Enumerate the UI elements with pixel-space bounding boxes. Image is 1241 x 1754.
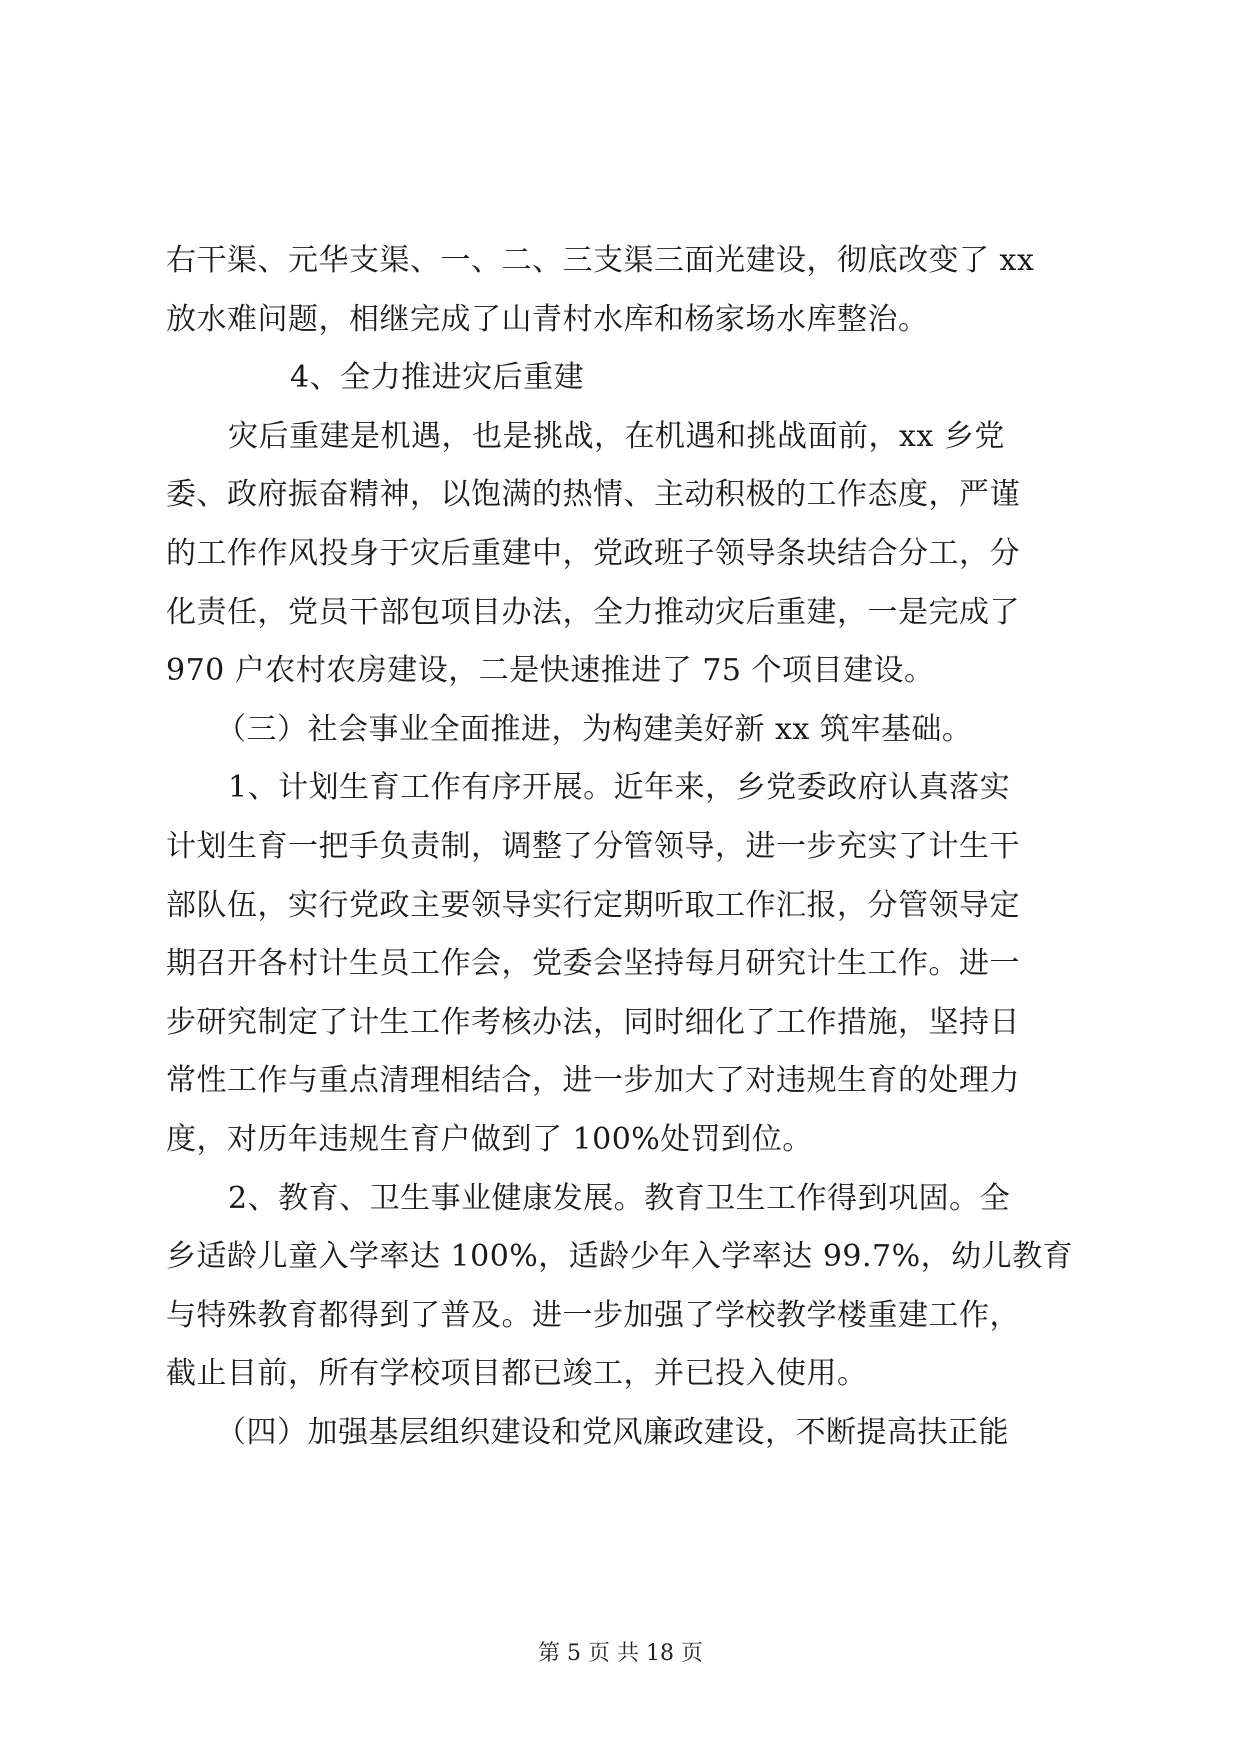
text-line: 化责任，党员干部包项目办法，全力推动灾后重建，一是完成了	[166, 594, 1020, 630]
text-line: 灾后重建是机遇，也是挑战，在机遇和挑战面前，xx 乡党	[228, 418, 1005, 454]
text-line: 度，对历年违规生育户做到了 100%处罚到位。	[166, 1121, 813, 1157]
page-number-footer: 第 5 页 共 18 页	[538, 1641, 703, 1666]
text-line: 右干渠、元华支渠、一、二、三支渠三面光建设，彻底改变了 xx	[166, 243, 1035, 278]
text-line: 放水难问题，相继完成了山青村水库和杨家场水库整治。	[166, 301, 929, 337]
section-heading: （三）社会事业全面推进，为构建美好新 xx 筑牢基础。	[216, 711, 973, 747]
section-heading: （四）加强基层组织建设和党风廉政建设，不断提高扶正能	[216, 1414, 1009, 1450]
text-line: 截止目前，所有学校项目都已竣工，并已投入使用。	[166, 1356, 868, 1392]
section-heading: 4、全力推进灾后重建	[290, 360, 585, 396]
document-body	[166, 232, 1078, 1462]
text-line: 2、教育、卫生事业健康发展。教育卫生工作得到巩固。全	[228, 1180, 1011, 1216]
text-line: 期召开各村计生员工作会，党委会坚持每月研究计生工作。进一	[166, 946, 1020, 982]
text-line: 计划生育一把手负责制，调整了分管领导，进一步充实了计生干	[166, 828, 1020, 864]
text-line: 常性工作与重点清理相结合，进一步加大了对违规生育的处理力	[166, 1063, 1020, 1099]
text-line: 1、计划生育工作有序开展。近年来，乡党委政府认真落实	[228, 770, 1011, 806]
text-line: 乡适龄儿童入学率达 100%，适龄少年入学率达 99.7%，幼儿教育	[166, 1239, 1074, 1275]
text-line: 委、政府振奋精神，以饱满的热情、主动积极的工作态度，严谨	[166, 477, 1020, 513]
text-line: 步研究制定了计生工作考核办法，同时细化了工作措施，坚持日	[166, 1004, 1020, 1040]
text-line: 部队伍，实行党政主要领导实行定期听取工作汇报，分管领导定	[166, 887, 1020, 923]
text-line: 970 户农村农房建设，二是快速推进了 75 个项目建设。	[166, 653, 935, 689]
text-line: 与特殊教育都得到了普及。进一步加强了学校教学楼重建工作，	[166, 1297, 1020, 1333]
text-line: 的工作作风投身于灾后重建中，党政班子领导条块结合分工，分	[166, 535, 1020, 571]
